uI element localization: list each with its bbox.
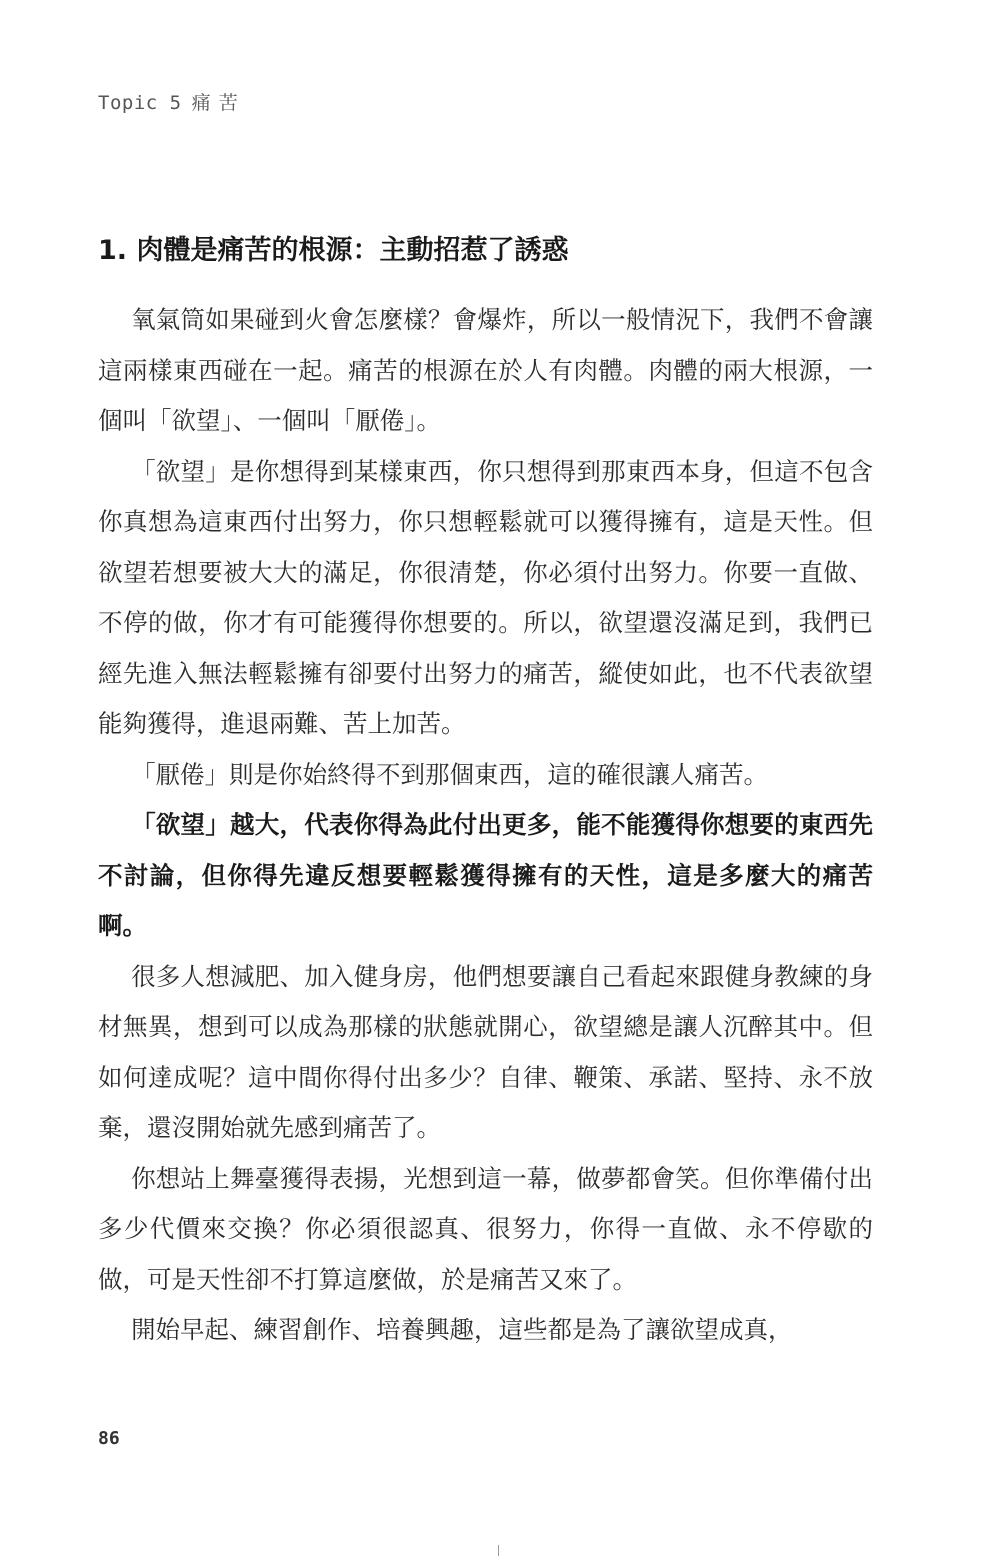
crop-mark <box>498 1545 499 1556</box>
section-heading: 1. 肉體是痛苦的根源：主動招惹了誘惑 <box>98 235 569 266</box>
paragraph: 很多人想減肥、加入健身房，他們想要讓自己看起來跟健身教練的身材無異，想到可以成為那樣的狀態就開心，欲望總是讓人沉醉其中。但如何達成呢？這中間你得付出多少？自律、鞭策、承諾、堅持、永不放棄，還沒開始就先感到痛苦了。 <box>98 961 873 1142</box>
topic-title: 痛苦 <box>191 92 246 114</box>
paragraph: 「欲望」是你想得到某樣東西，你只想得到那東西本身，但這不包含你真想為這東西付出努力，你只想輕鬆就可以獲得擁有，這是天性。但欲望若想要被大大的滿足，你很清楚，你必須付出努力。你要一直做、不停的做，你才有可能獲得你想要的。所以，欲望還沒滿足到，我們已經先進入無法輕鬆擁有卻要付出努力的痛苦，縱使如此，也不代表欲望能夠獲得，進退兩難、苦上加苦。 <box>98 456 873 738</box>
topic-label: Topic 5 <box>98 92 182 114</box>
paragraph: 「厭倦」則是你始終得不到那個東西，這的確很讓人痛苦。 <box>131 759 769 789</box>
paragraph: 開始早起、練習創作、培養興趣，這些都是為了讓欲望成真， <box>131 1315 793 1344</box>
emphasized-paragraph: 「欲望」越大，代表你得為此付出更多，能不能獲得你想要的東西先不討論，但你得先違反想要輕鬆獲得擁有的天性，這是多麼大的痛苦啊。 <box>98 810 873 940</box>
body-text <box>98 295 873 1356</box>
running-header <box>98 88 246 115</box>
paragraph: 氧氣筒如果碰到火會怎麼樣？會爆炸，所以一般情況下，我們不會讓這兩樣東西碰在一起。痛苦的根源在於人有肉體。肉體的兩大根源，一個叫「欲望」、一個叫「厭倦」。 <box>98 305 873 435</box>
page-number: 86 <box>98 1428 120 1449</box>
paragraph: 你想站上舞臺獲得表揚，光想到這一幕，做夢都會笑。但你準備付出多少代價來交換？你必須很認真、很努力，你得一直做、永不停歇的做，可是天性卻不打算這麼做，於是痛苦又來了。 <box>98 1163 873 1294</box>
